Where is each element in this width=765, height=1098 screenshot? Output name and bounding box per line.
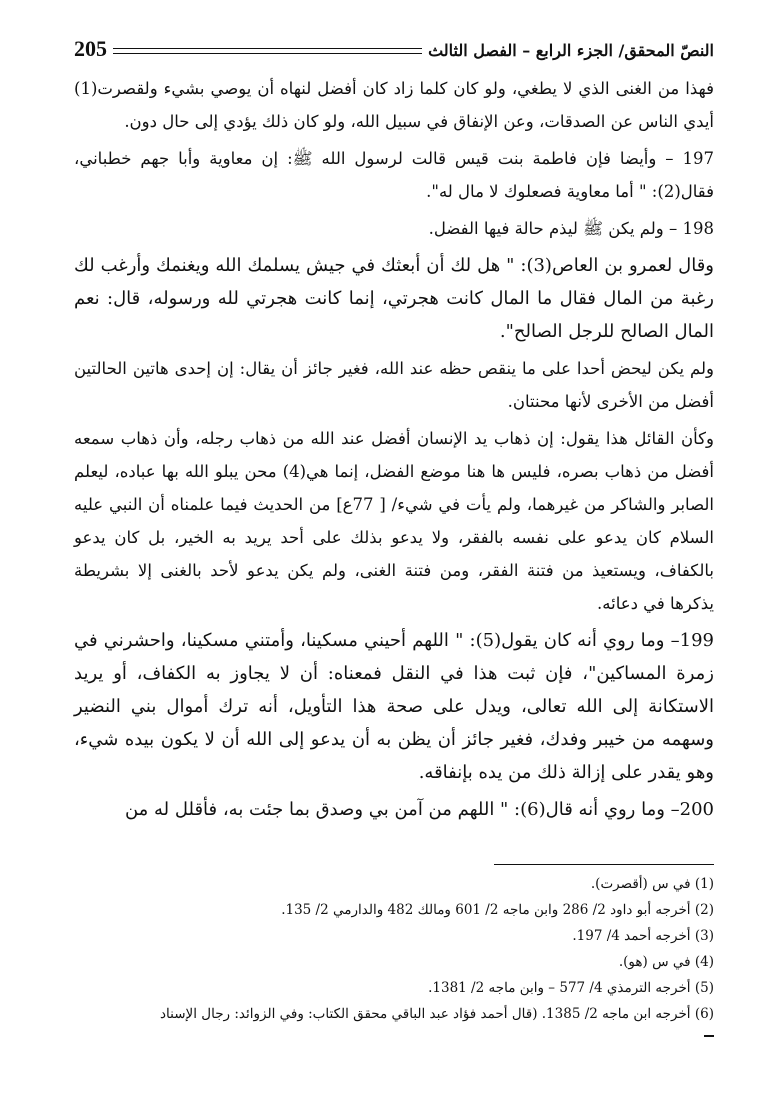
footnote: (1) في س (أقصرت). <box>590 876 714 892</box>
footnote: (6) أخرجه ابن ماجه 2/ 1385. (قال أحمد فؤاد عبد الباقي محقق الكتاب: وفي الزوائد: رجال الإسناد <box>160 1006 714 1022</box>
footnote: (4) في س (هو). <box>618 954 714 970</box>
footnotes <box>74 871 714 1037</box>
paragraph: 200– وما روي أنه قال(6): " اللهم من آمن بي وصدق بما جئت به، فأقلل له من <box>124 799 714 820</box>
continuation-dash <box>704 1035 714 1037</box>
body-text <box>74 72 714 826</box>
footnote-separator <box>494 864 714 865</box>
footnote: (5) أخرجه الترمذي 4/ 577 – وابن ماجه 2/ 1381. <box>428 980 714 996</box>
paragraph: 198 – ولم يكن ﷺ ليذم حالة فيها الفضل. <box>428 219 714 238</box>
paragraph: وقال لعمرو بن العاص(3): " هل لك أن أبعثك في جيش يسلمك الله ويغنمك وأرغب لك رغبة من المال فقال ما المال كانت هجرتي، إنما كانت هجرتي لله ورسوله، قال: نعم المال الصالح للرجل الصالح". <box>74 255 714 342</box>
paragraph: فهذا من الغنى الذي لا يطغي، ولو كان كلما زاد كان أفضل لنهاه أن يوصي بشيء ولقصرت(1) أيدي الناس عن الصدقات، وعن الإنفاق في سبيل الله، ولو كان ذلك يؤدي إلى حال دون. <box>74 79 714 131</box>
paragraph: 199– وما روي أنه كان يقول(5): " اللهم أحيني مسكينا، وأمتني مسكينا، واحشرني في زمرة المساكين"، فإن ثبت هذا في النقل فمعناه: أن لا يجاوز به الكفاف، أو يريد الاستكانة إلى الله تعالى، ويدل على صحة هذا التأويل، أنه ترك أموال بني النضير وسهمه من خيبر وفدك، فغير جائز أن يظن به أن يدعو إلى الله أن لا يكون بيده شيء، وهو يقدر على إزالة ذلك من يده بإنفاقه. <box>74 630 714 783</box>
header-title: النصّ المحقق/ الجزء الرابع – الفصل الثالث <box>428 41 714 60</box>
page-number: 205 <box>74 36 107 61</box>
footnote: (3) أخرجه أحمد 4/ 197. <box>572 928 714 944</box>
paragraph: ولم يكن ليحض أحدا على ما ينقص حظه عند الله، فغير جائز أن يقال: إن إحدى هاتين الحالتين أفضل من الأخرى لأنها محنتان. <box>74 359 714 411</box>
page <box>74 30 714 1080</box>
footnote: (2) أخرجه أبو داود 2/ 286 وابن ماجه 2/ 601 ومالك 482 والدارمي 2/ 135. <box>281 902 714 918</box>
paragraph: 197 – وأيضا فإن فاطمة بنت قيس قالت لرسول الله ﷺ: إن معاوية وأبا جهم خطباني، فقال(2): " أما معاوية فصعلوك لا مال له". <box>74 149 714 201</box>
paragraph: وكأن القائل هذا يقول: إن ذهاب يد الإنسان أفضل عند الله من ذهاب رجله، وأن ذهاب سمعه أفضل من ذهاب بصره، فليس ها هنا موضع الفضل، إنما هي(4) محن يبلو الله بها عباده، ليعلم الصابر والشاكر من غيرهما، ولم يأت في شيء/ [ 77ع] من الحديث فيما علمناه أن النبي عليه السلام كان يدعو على نفسه بالفقر، ولا يدعو بذلك على أحد يريد به الخير، بل كان يدعو بالكفاف، ويستعيذ من فتنة الفقر، ومن فتنة الغنى، ولم يكن يدعو لأحد بالغنى إلا بشريطة يذكرها في دعائه. <box>74 429 714 613</box>
header-rule <box>113 48 422 54</box>
running-header <box>74 30 714 60</box>
